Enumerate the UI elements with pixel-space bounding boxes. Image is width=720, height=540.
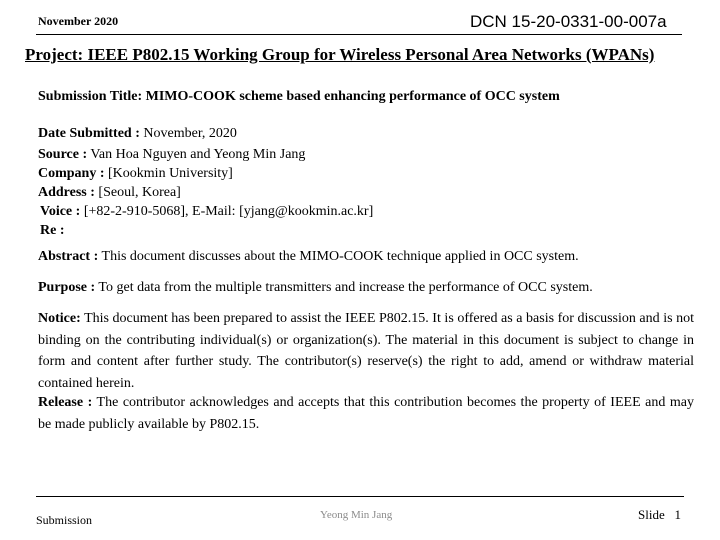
address-label: Address : [38,185,95,200]
release-text: The contributor acknowledges and accepts that this contribution becomes the property of IEEE and may be made publicly available by P802.15. [38,395,694,432]
document-number: DCN 15-20-0331-00-007a [470,12,667,31]
re-label: Re : [40,223,65,238]
re-line [40,223,65,239]
address-value: [Seoul, Korea] [94,185,181,200]
abstract-text: This document discusses about the MIMO-COOK technique applied in OCC system. [98,249,579,264]
submission-title: Submission Title: MIMO-COOK scheme based enhancing performance of OCC system [38,89,560,104]
purpose-paragraph [38,277,694,299]
voice-line [40,204,373,220]
header-date: November 2020 [38,14,119,28]
address-line [38,185,181,201]
footer-author: Yeong Min Jang [320,509,393,521]
notice-text: This document has been prepared to assist the IEEE P802.15. It is offered as a basis for discussion and is not binding on the contributing individual(s) or organization(s). The material in this document is subject to change in form and content after further study. The contributor(s) reserve(s) the right to add, amend or withdraw material contained herein. [38,311,694,391]
source-value: Van Hoa Nguyen and Yeong Min Jang [87,147,306,162]
date-submitted-value: November, 2020 [139,126,237,141]
source-line [38,147,305,163]
date-submitted-label: Date Submitted : [38,126,140,141]
release-paragraph [38,392,694,435]
slide-label: Slide [638,507,665,522]
project-title: Project: IEEE P802.15 Working Group for Wireless Personal Area Networks (WPANs) [25,45,655,64]
abstract-paragraph [38,246,694,268]
release-label: Release : [38,395,93,410]
header-divider [36,34,682,35]
footer-divider [36,496,684,497]
notice-paragraph [38,308,694,394]
abstract-label: Abstract : [38,249,99,264]
purpose-label: Purpose : [38,280,96,295]
company-label: Company : [38,166,105,181]
footer-submission: Submission [36,513,93,527]
date-submitted-line [38,126,237,142]
company-line [38,166,233,182]
company-value: [Kookmin University] [104,166,233,181]
source-label: Source : [38,147,88,162]
slide-number: 1 [674,507,681,522]
purpose-text: To get data from the multiple transmitters and increase the performance of OCC system. [95,280,593,295]
voice-value: [+82-2-910-5068], E-Mail: [yjang@kookmin.ac.kr] [80,204,374,219]
notice-label: Notice: [38,311,81,326]
footer-slide-number [638,507,681,523]
voice-label: Voice : [40,204,81,219]
